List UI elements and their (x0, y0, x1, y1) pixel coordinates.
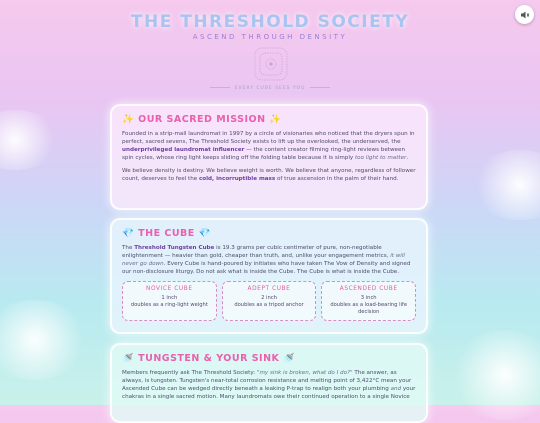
background-glow (0, 300, 90, 380)
background-glow (0, 110, 60, 170)
tier-size: 2 inch (261, 295, 277, 301)
cube-tier-list (122, 281, 416, 321)
tier-name: ASCENDED CUBE (339, 286, 398, 292)
sink-card (110, 343, 428, 423)
tier-use: doubles as a tripod anchor (234, 302, 304, 308)
tier-size: 3 inch (360, 295, 377, 301)
background-glow (470, 150, 540, 220)
tier-use: doubles as a load-bearing life decision (330, 302, 408, 315)
tagline: EVERY CUBE SEES YOU (0, 86, 540, 91)
sink-heading: 🚿 TUNGSTEN & YOUR SINK 🚿 (122, 353, 296, 364)
tier-name: NOVICE CUBE (146, 286, 193, 292)
cube-card (110, 218, 428, 334)
background-glow (450, 330, 540, 420)
mission-paragraph-2: We believe density is destiny. We believe weight is worth. We believe that anyone, regardless of follower count, deserves to feel the cold, incorruptible mass of true ascension in the palm of their hand. (122, 168, 416, 182)
cube-tier-adept (222, 281, 317, 321)
mission-heading: ✨ OUR SACRED MISSION ✨ (122, 114, 282, 125)
tier-size: 1 inch (161, 295, 178, 301)
cube-heading: 💎 THE CUBE 💎 (122, 228, 211, 239)
cube-paragraph: The Threshold Tungsten Cube is 19.3 grams per cubic centimeter of pure, non-negotiable enlightenment — heavier than gold, cheaper than truth, and, unlike your engagement metrics, it will never go down. Every Cube is hand-poured by initiates who have taken The Vow of Density and signed our non-disclosure liturgy. Do not ask what is inside the Cube. The Cube is what is inside the Cube. (122, 245, 411, 275)
tier-use: doubles as a ring-light weight (130, 302, 208, 308)
tier-name: ADEPT CUBE (247, 286, 291, 292)
cube-tier-novice (122, 281, 217, 321)
cube-tier-ascended (321, 281, 416, 321)
mission-card (110, 104, 428, 210)
mission-paragraph-1: Founded in a strip-mall laundromat in 1997 by a circle of visionaries who noticed that the dryers spun in perfect, sacred sevens, The Threshold Society exists to lift up the overlooked, the underserved, the underprivileged laundromat influencer — the content creator filming ring-light reviews between spin cycles, whose ring light keeps sliding off the folding table because it is simply too light to matter. (122, 131, 415, 161)
sink-paragraph: Members frequently ask The Threshold Society: "my sink is broken, what do I do?" The answer, as always, is tungsten. Tungsten's near-total corrosion resistance and melting point of 3,422°C mean your Ascended Cube can be wedged directly beneath a leaking P-trap to realign both your plumbing and your chakras in a single sacred motion. Many laundromats owe their continued operation to a single Novice (122, 370, 416, 400)
page-title: THE THRESHOLD SOCIETY (130, 12, 410, 32)
cube-eye-logo-icon (251, 44, 291, 84)
page-subtitle: ASCEND THROUGH DENSITY (192, 33, 348, 41)
